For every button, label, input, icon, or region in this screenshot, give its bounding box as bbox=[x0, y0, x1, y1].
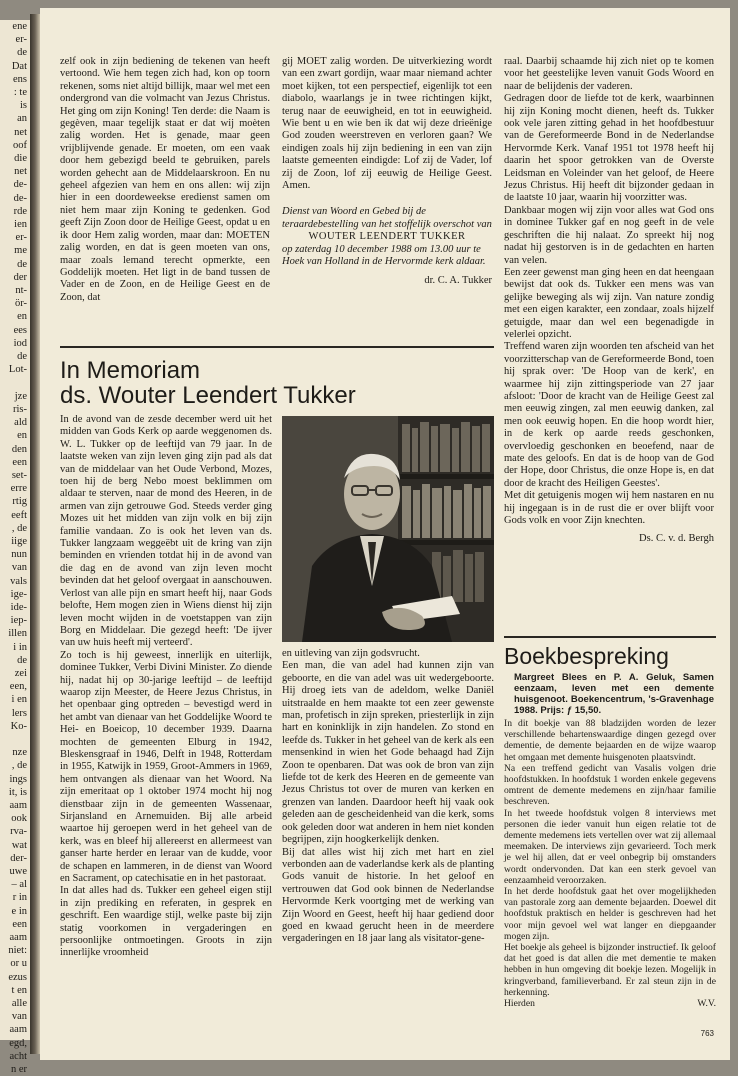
paragraph: In het tweede hoofdstuk volgen 8 interviews met personen die ieder vanuit hun eigen relatie tot de demente medemens iets vertellen over wat zij allemaal meemaken. De interviews zijn gevarieerd. Toch merk je wel hij allen, dat er veel onbegrip bij omstanders wordt ondervonden. Dat kan een sterk gevoel van eenzaamheid veroorzaken. bbox=[504, 807, 716, 886]
previous-page-fragment: de bbox=[17, 258, 27, 270]
previous-page-fragment: der- bbox=[10, 852, 27, 864]
previous-page-fragment: alle bbox=[11, 998, 27, 1010]
previous-page-fragment: ees bbox=[13, 324, 27, 336]
previous-page-fragment: de bbox=[17, 351, 27, 363]
previous-page-fragment: – al bbox=[11, 879, 27, 891]
previous-page-fragment: die bbox=[14, 153, 27, 165]
paragraph: Na een treffend gedicht van Vasalis volgen drie hoofdstukken. In hoofdstuk 1 worden enkele gegevens omtrent de demente medemens en zijn/haar familie beschreven. bbox=[504, 762, 716, 808]
previous-page-fragment: een, bbox=[9, 681, 27, 693]
column-1-top bbox=[60, 56, 270, 304]
previous-page-fragment: ook bbox=[11, 813, 27, 825]
previous-page-fragment: jze bbox=[14, 390, 27, 402]
book-review-signature bbox=[504, 998, 716, 1009]
previous-page-fragment: e in bbox=[11, 905, 27, 917]
service-note-line: op zaterdag 10 december 1988 om 13.00 uur te Hoek van Holland in de Hervormde kerk aldaar. bbox=[282, 243, 486, 268]
book-review-info: Margreet Blees en P. A. Geluk, Samen eenzaam, leven met een demente huisgenoot. Boekencentrum, 's-Gravenhage 1988. Prijs: ƒ 15,50. bbox=[514, 672, 714, 716]
page-gutter bbox=[30, 14, 40, 1054]
portrait-illustration bbox=[282, 416, 494, 642]
paragraph: Dankbaar mogen wij zijn voor alles wat God ons in dominee Tukker gaf en nog geeft in de vele geschriften die hij nalaat. Zo spreekt hij nog nadat hij gestorven is in de gedachten en harten van velen. bbox=[504, 204, 714, 266]
previous-page-fragment: an bbox=[17, 113, 27, 125]
previous-page-fragment: me bbox=[14, 245, 27, 257]
previous-page-fragment: or u bbox=[10, 958, 27, 970]
previous-page-fragment: illen bbox=[8, 628, 27, 640]
page-number: 763 bbox=[700, 1029, 714, 1038]
paragraph: Zo toch is hij geweest, innerlijk en uiterlijk, dominee Tukker, Verbi Divini Minister. Zo diende hij, nadat hij op 30-jarige leeftijd – de leeftijd waarop zijn Meester, de Heere Jezus Christus, in het openbaar ging optreden – bevestigd werd in het ambt van dienaar van het Goddelijke Woord te Hei- en Boeicop, 10 december 1939. Daarna mochten de gemeenten Elburg in 1942, Bleskensgraaf in 1946, Delft in 1948, Rotterdam in 1955, Katwijk in 1959, Groot-Ammers in 1969, hem ontvangen als dienaar van het Woord. Na zijn emeritaat op 1 oktober 1974 mocht hij nog dienstbaar zijn in de gemeenten Wassenaar, Sirjansland en Arnemuiden. Bij alle arbeid waartoe hij geroepen werd in het geheel van de kerk, was en bleef hij allereerst en allermeest van ganser harte herder en leraar van de kudde, voor de schapen en lammeren, in de dienst van Woord en Sacrament, op catechisatie en in het pastoraat. bbox=[60, 649, 272, 885]
previous-page-fragment: van bbox=[11, 1011, 27, 1023]
previous-page-fragment: niet: bbox=[8, 945, 27, 957]
signature-place: Hierden bbox=[504, 998, 535, 1010]
previous-page-fragment: rde bbox=[13, 205, 27, 217]
previous-page-fragment: den bbox=[11, 443, 27, 455]
previous-page-fragment: en bbox=[17, 430, 27, 442]
section-divider bbox=[60, 346, 494, 348]
paragraph: raal. Daarbij schaamde hij zich niet op te komen voor het geestelijke leven vanuit Gods Woord en naar de belijdenis der vaderen. bbox=[504, 56, 714, 92]
previous-page-edge bbox=[0, 20, 31, 1076]
paragraph: In het derde hoofdstuk gaat het over mogelijkheden van pastorale zorg aan demente bejaarden. Doewel dit hoofdstuk praktisch en helder is geschreven had het voor mijn gevoel wel wat langer en diepgaander mogen zijn. bbox=[504, 886, 716, 942]
previous-page-fragment: ris- bbox=[13, 403, 27, 415]
previous-page-fragment: t en bbox=[11, 984, 27, 996]
previous-page-fragment: Lot- bbox=[8, 364, 27, 376]
previous-page-fragment: nun bbox=[11, 549, 27, 561]
previous-page-fragment: aam bbox=[9, 799, 27, 811]
column-1 bbox=[60, 414, 272, 960]
previous-page-fragment: aam bbox=[9, 1024, 27, 1036]
paragraph: Bij dat alles wist hij zich met hart en ziel verbonden aan de vaderlandse kerk als de planting Gods vanuit de historie. In het geloof en vertrouwen dat God ook binnen de Nederlandse Hervormde Kerk voortging met de werking van Zijn Woord en Geest, heeft hij haar gediend door goed en kwaad gerucht heen in de meerdere vergaderingen en 18 jaar lang als visitator-gene- bbox=[282, 846, 494, 945]
previous-page-fragment: vals bbox=[10, 575, 27, 587]
previous-page-fragment: , de bbox=[11, 522, 27, 534]
previous-page-fragment: ige- bbox=[10, 588, 27, 600]
previous-page-fragment: set- bbox=[11, 469, 27, 481]
previous-page-fragment: er- bbox=[15, 34, 27, 46]
column-2-top bbox=[282, 56, 492, 287]
paragraph: Gedragen door de liefde tot de kerk, waarbinnen hij zijn Koning mocht dienen, heeft ds. Tukker ook vele jaren zitting gehad in het hoofdbestuur van de Gereformeerde Bond in de Nederlandse Hervormde Kerk. Vanaf 1951 tot 1978 heeft hij daarin het spoor getrokken van de Overste Leidsman en Voleinder van het geloof, de Heere Jezus Christus. Hij heeft dit bijzonder gedaan in de laatste 10 jaar, waarin hij voorzitter was. bbox=[504, 93, 714, 204]
deceased-name: WOUTER LEENDERT TUKKER bbox=[308, 231, 466, 243]
previous-page-fragment: ings bbox=[9, 773, 27, 785]
service-note bbox=[282, 206, 492, 268]
previous-page-fragment: ezus bbox=[8, 971, 27, 983]
paragraph: Het boekje als geheel is bijzonder instructief. Ik geloof dat het goed is dat allen die met dementie te maken hebben in hun omgeving dit boekje lezen. Mogelijk in kringverband, familieverband. Er zal steun zijn in de herkenning. bbox=[504, 942, 716, 998]
previous-page-fragment: ör- bbox=[14, 298, 27, 310]
paragraph: In dat alles had ds. Tukker een geheel eigen stijl in zijn prediking en referaten, in gesprek en geschrift. Een waardige stijl, welke paste bij zijn statig voorkomen in vergaderingen en persoonlijke ontmoetingen. Groots in zijn innerlijke vroomheid bbox=[60, 885, 272, 959]
paragraph: Een zeer gewenst man ging heen en dat heengaan bewijst dat ook ds. Tukker een mens was van gelijke beweging als wij zijn. Van nature zondig met een eigen karakter, een zondaar, zoals hijzelf getuigde, maar dan wel een begenadigde in velerlei opzicht. bbox=[504, 266, 714, 340]
previous-page-fragment: nt- bbox=[15, 285, 27, 297]
previous-page-fragment: Ko- bbox=[10, 720, 27, 732]
previous-page-fragment: egd, bbox=[9, 1037, 27, 1049]
previous-page-fragment: i in bbox=[13, 641, 27, 653]
paragraph: In de avond van de zesde december werd uit het midden van Gods Kerk op aarde weggenomen ds. W. L. Tukker op de leeftijd van 79 jaar. In de laatste weken van zijn leven ging zijn pad als dat van de middelaar van het Oude Verbond, Mozes, toen hij de berg Nebo moest beklimmen om aldaar te sterven, naar de mond des Heeren, in de armen van zijn getrouwe God. Steeds verder ging Mozes uit het midden van zijn volk en bij zijn familie vandaan. Zo is ook het leven van ds. Tukker langzaam weggeëbt uit de kring van zijn beminden en vrienden totdat hij in de avond van die dag en de avond van zijn leven mocht bevinden dat het geloof overgaat in aanschouwen. Verlost van alle pijn en smart heeft hij, naar Gods belofte, Hem mogen zien in Wiens dienst hij zijn leven mocht wijden in de voetstappen van zijn Borg en Middelaar. Die gezegd heeft: 'De ijver van uw huis heeft mij verteerd'. bbox=[60, 414, 272, 649]
column-2-bottom bbox=[282, 648, 494, 946]
paragraph: In dit boekje van 88 bladzijden worden de lezer verschillende behartenswaardige dingen gezegd over dementie, de demente bejaarden en de wijze waarop het omgaan met demente huisgenoten plaatsvindt. bbox=[504, 718, 716, 763]
previous-page-fragment bbox=[0, 376, 30, 389]
previous-page-fragment: i en bbox=[11, 694, 27, 706]
paragraph: Een man, die van adel had kunnen zijn van geboorte, en die van adel was uit wedergeboorte. Hij droeg iets van de adeldom, welke Daniël uitstraalde en hem maakte tot een zeer gewenste man, profetisch in zijn spreken, priesterlijk in zijn hart en koninklijk in zijn handelen. Zo stond en leefde ds. Tukker in het geheel van de kerk als een mensenkind in wien het Gode behaagd had Zijn Zoon te openbaren. Dat was ook de bron van zijn liefde tot de kerk des Heeren en de gemeente van Jezus Christus tot over de muren van kerken en grenzen van landen. Daardoor heeft hij vaak ook geleden aan de gescheidenheid van die kerk, soms ook geleden door wat anderen in hem niet konden begrijpen, zijn hoogkerkelijk denken. bbox=[282, 660, 494, 846]
previous-page-fragment: iep- bbox=[10, 615, 27, 627]
headline bbox=[60, 358, 500, 408]
previous-page-fragment: iod bbox=[13, 337, 27, 349]
previous-page-fragment: is bbox=[19, 100, 27, 112]
column-3 bbox=[504, 56, 714, 546]
previous-page-fragment: net bbox=[14, 166, 27, 178]
previous-page-fragment: ald bbox=[14, 417, 27, 429]
previous-page-fragment: van bbox=[11, 562, 27, 574]
previous-page-fragment: r in bbox=[12, 892, 27, 904]
previous-page-fragment: Dat bbox=[11, 60, 27, 72]
previous-page-fragment: wat bbox=[11, 839, 27, 851]
previous-page-fragment: iige bbox=[11, 535, 27, 547]
previous-page-fragment: uwe bbox=[9, 866, 27, 877]
previous-page-fragment: ene bbox=[12, 21, 27, 32]
paragraph: en uitleving van zijn godsvrucht. bbox=[282, 648, 420, 659]
book-review-text bbox=[504, 718, 716, 1009]
signature-initials: W.V. bbox=[697, 998, 716, 1010]
magazine-page bbox=[40, 8, 730, 1060]
previous-page-fragment: , de bbox=[11, 760, 27, 772]
previous-page-fragment: n er bbox=[10, 1064, 27, 1076]
signature: dr. C. A. Tukker bbox=[424, 274, 492, 286]
previous-page-fragment: erre bbox=[10, 483, 27, 495]
previous-page-fragment: net bbox=[14, 126, 27, 138]
book-review-heading: Boekbespreking bbox=[504, 643, 669, 669]
section-divider bbox=[504, 636, 716, 638]
previous-page-fragment: ide- bbox=[10, 601, 27, 613]
previous-page-fragment: aam bbox=[9, 932, 27, 944]
previous-page-fragment: der bbox=[13, 271, 27, 283]
service-note-line: Dienst van Woord en Gebed bij de teraardebestelling van het stoffelijk overschot van bbox=[282, 206, 492, 230]
previous-page-fragment: de bbox=[17, 654, 27, 666]
paragraph: gij MOET zalig worden. De uitverkiezing wordt van een zwart gordijn, waar maar niemand achter moet kijken, tot een perspectief, eigenlijk tot een diabolo, waarlangs je in twee richtingen kijkt, terug naar de eeuwigheid, en tot in eeuwigheid. Wie bent u en wie ben ik dat wij deze drieënige God zouden weerstreven en verloren gaan? We eindigen zoals hij zijn bediening in een van zijn laatste gemeenten eindigde: Lof zij de Vader, lof zij de Zoon, lof zij eeuwig de Heilige Geest. Amen. bbox=[282, 56, 492, 192]
previous-page-fragment: de- bbox=[13, 192, 27, 204]
previous-page-fragment: rva- bbox=[10, 826, 27, 838]
signature: Ds. C. v. d. Bergh bbox=[639, 533, 714, 545]
previous-page-fragment: een bbox=[12, 918, 27, 930]
headline-line: ds. Wouter Leendert Tukker bbox=[60, 382, 356, 409]
previous-page-fragment bbox=[0, 733, 30, 746]
previous-page-fragment: een bbox=[12, 456, 27, 468]
previous-page-fragment: ien bbox=[14, 219, 27, 231]
previous-page-fragment: er- bbox=[15, 232, 27, 244]
previous-page-fragment: en bbox=[17, 311, 27, 323]
previous-page-fragment: de bbox=[17, 47, 27, 59]
paragraph: Met dit getuigenis mogen wij hem nastaren en nu hij ingegaan is in de rust die er over blijft voor Gods volk en voor Zijn knechten. bbox=[504, 490, 714, 527]
previous-page-fragment: zei bbox=[14, 667, 27, 679]
portrait-photo bbox=[282, 416, 494, 642]
previous-page-fragment: de- bbox=[13, 179, 27, 191]
previous-page-fragment: it, is bbox=[8, 786, 27, 798]
previous-page-fragment: lers bbox=[11, 707, 27, 719]
previous-page-fragment: ens bbox=[13, 73, 27, 85]
paragraph: Treffend waren zijn woorden ten afscheid van het voorzitterschap van de Gereformeerde Bond, toen hij sprak over: 'De Hoop van de kerk', en waarmee hij zijn zittingsperiode van 27 jaar afsloot: 'Door de kracht van de Heilige Geest zal men eeuwig zingen, zal men eeuwig danken, zal men ook eeuwig hopen. En die hoop wordt hier, in de kerk op aarde reeds geschonken, overvloedig geschonken en beoefend, naar de mate des geloofs. En dat is de hoop van de God der Hope, door Christus, die onze Hope is, en dat door de kracht des Heiligen Geestes'. bbox=[504, 341, 714, 489]
headline-line: In Memoriam bbox=[60, 357, 201, 384]
previous-page-fragment: eeft bbox=[11, 509, 27, 521]
paragraph: zelf ook in zijn bediening de tekenen van heeft vertoond. Wie hem tegen zich had, kon op toorn rekenen, soms niet altijd billijk, maar wel met een ondergrond van die volmacht van Jezus Christus. Het ging om zijn Koning! Ten derde: die Naam is gegèven, maar tegelijk staat er dat wij moèten zalig worden. Het is genade, maar geen vrijblijvende genade. Er moeten, om een vaak door hem gebezigd beeld te gebruiken, parels worden gehecht aan de Middelaarskroon. En nu geheel afgezien van hem en ons allen: wij zijn hier in een doordeweekse eredienst samen om niet hem maar zijn Koning te gedenken. God geeft Zijn Zoon door de Heilige Geest, opdat u en ik door Hem zalig worden, maar dan: MOETEN zalig worden, en dat is geen moeten van ons, maar zoals lemand terecht opmerkte, een Goddelijk moeten. Het ligt in de band tussen de Vader en de Zoon, en de Heilige Geest en de Zoon, dat bbox=[60, 56, 270, 303]
previous-page-fragment: oof bbox=[13, 139, 27, 151]
previous-page-fragment: acht bbox=[9, 1050, 27, 1062]
previous-page-fragment: : te bbox=[13, 87, 27, 99]
previous-page-fragment: rtig bbox=[12, 496, 27, 508]
previous-page-fragment: nze bbox=[12, 747, 27, 759]
